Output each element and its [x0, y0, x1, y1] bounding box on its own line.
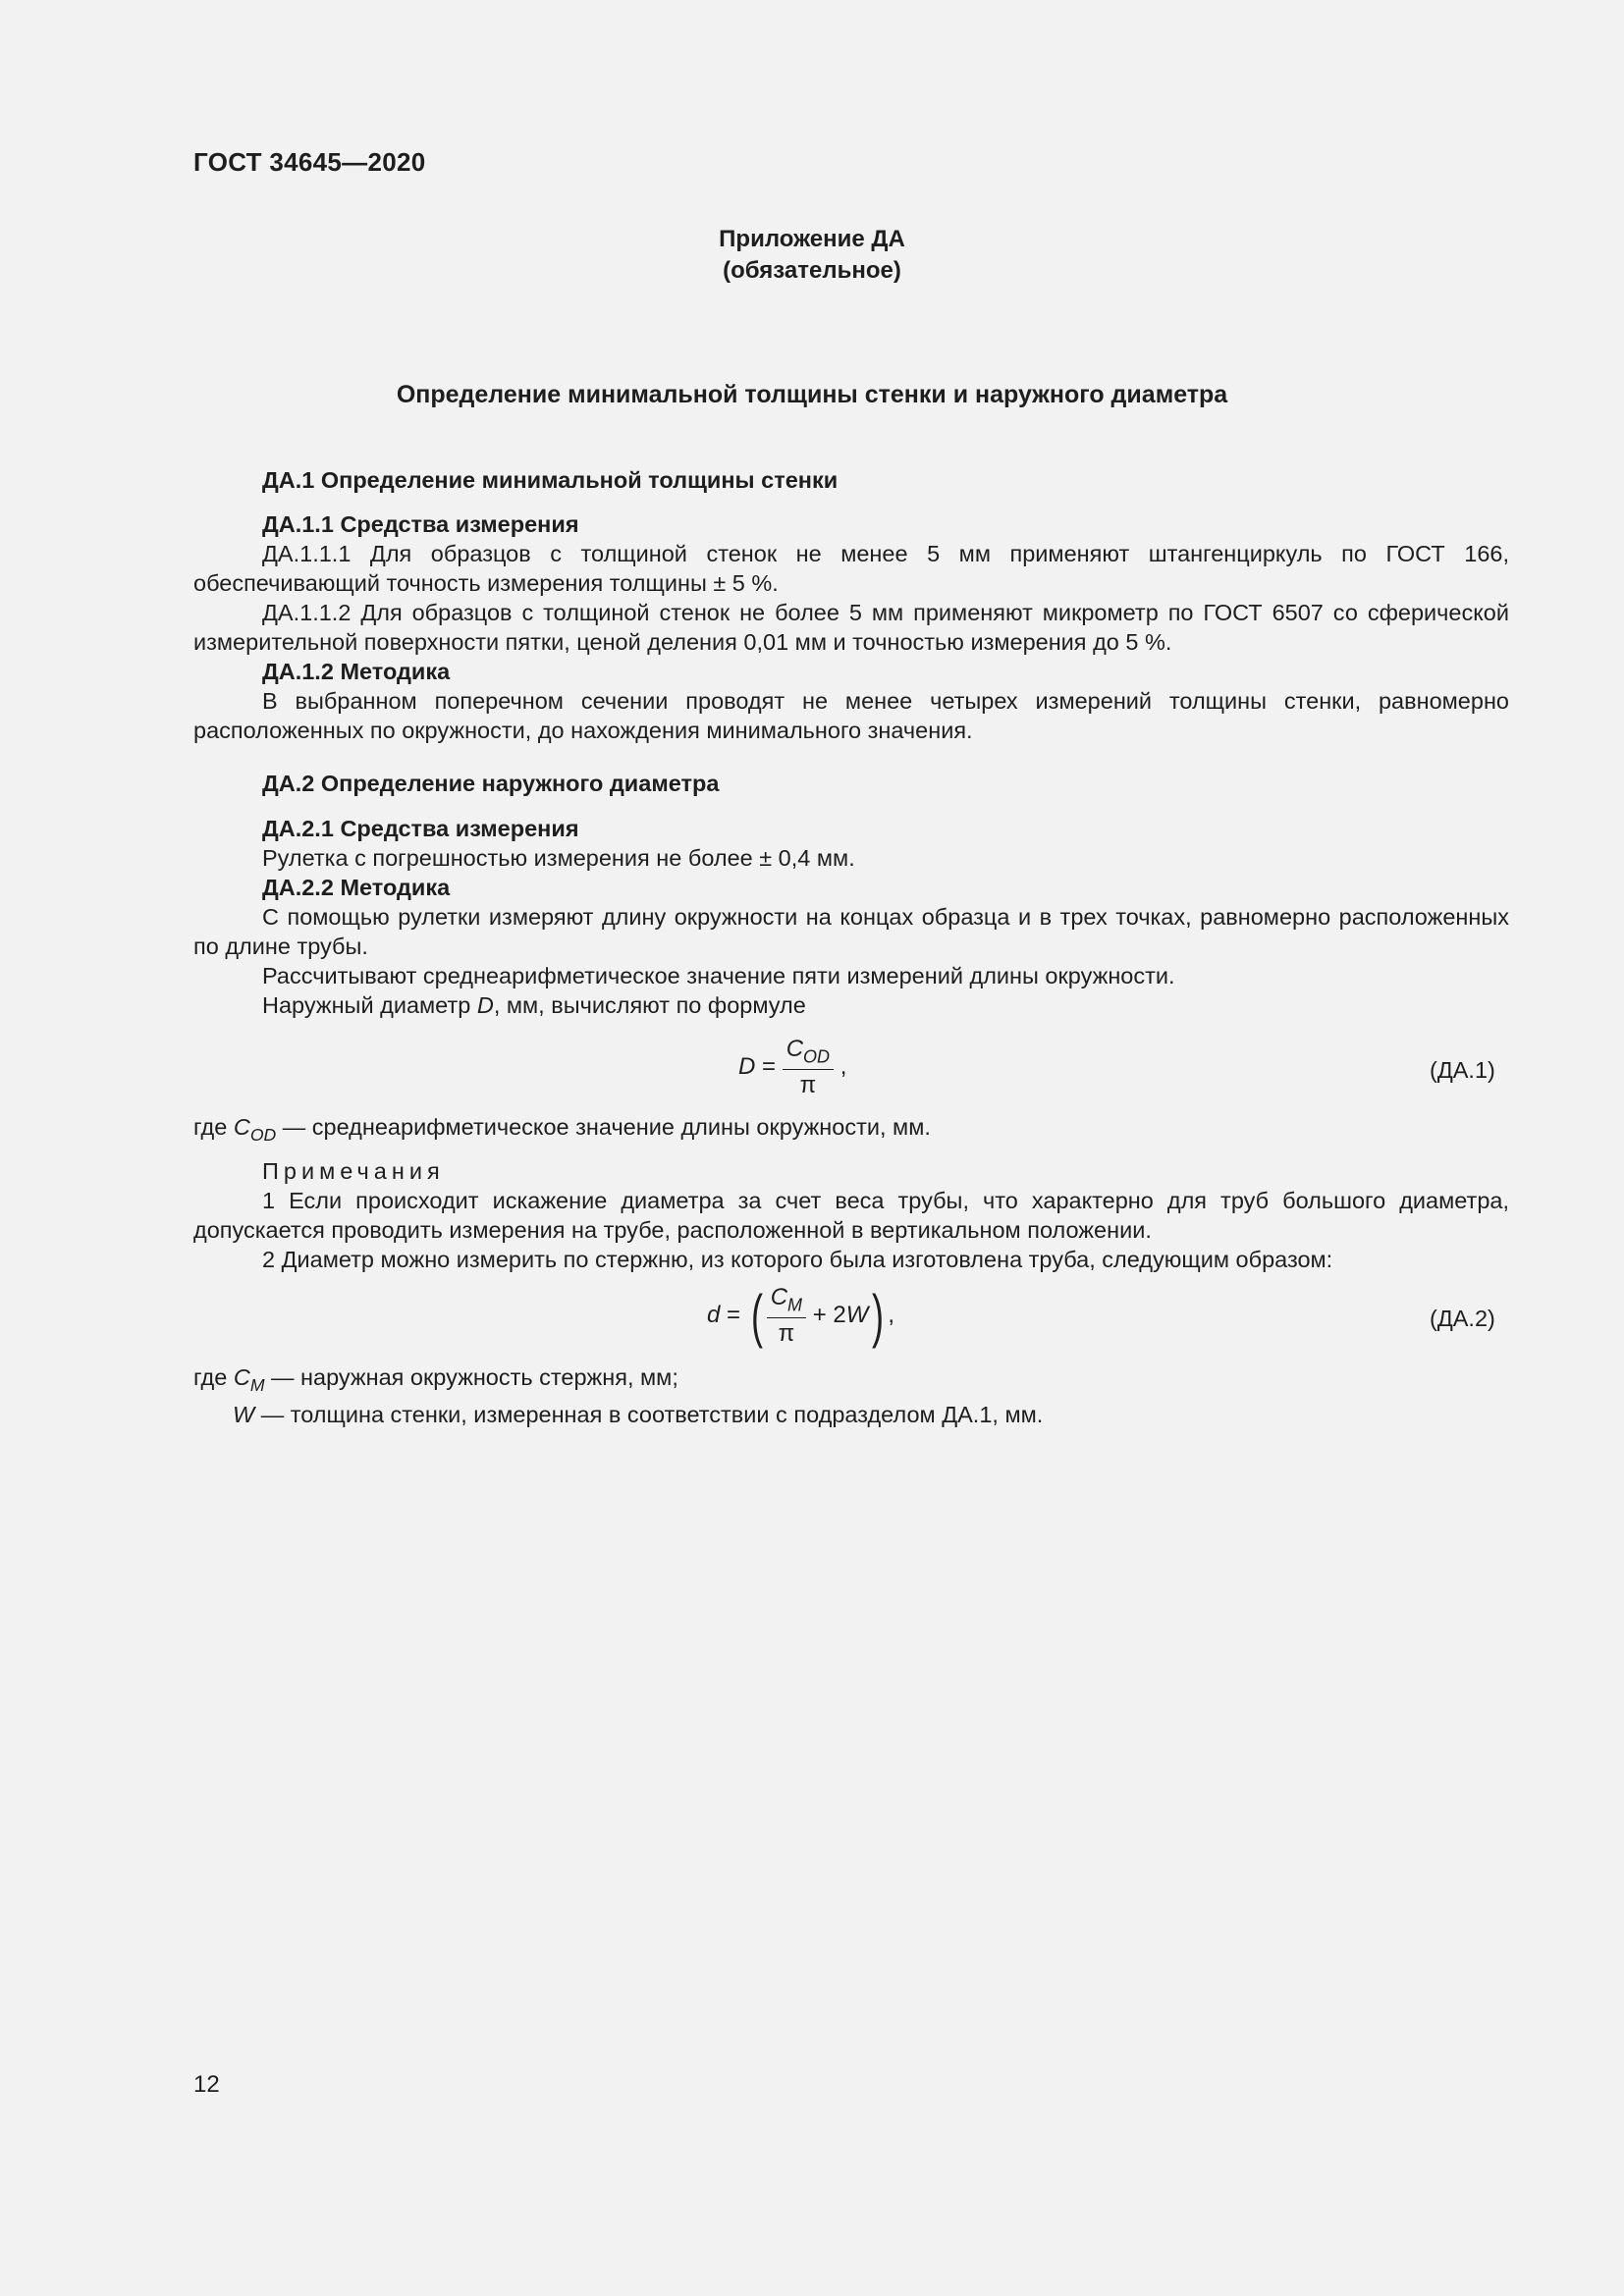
note-2: 2 Диаметр можно измерить по стержню, из которого была изготовлена труба, следующим образом:: [262, 1247, 1333, 1272]
section-da1-content: [193, 509, 1509, 745]
appendix-status: (обязательное): [723, 257, 901, 284]
subsection-heading: ДА.1.2 Методика: [262, 659, 451, 684]
paragraph: ДА.1.1.1 Для образцов с толщиной стенок не менее 5 мм применяют штангенциркуль по ГОСТ 166, обеспечивающий точность измерения толщины ± 5 %.: [193, 541, 1509, 596]
fraction: $\frac{C_{OD}}{\pi}$: [783, 1036, 834, 1099]
where-clause-2: где $C_M$ — наружная окружность стержня, мм; W — толщина стенки, измеренная в соответствии с подразделом ДА.1, мм.: [193, 1364, 1044, 1428]
appendix-title: Приложение ДА: [719, 226, 905, 252]
section-heading: ДА.1 Определение минимальной толщины стенки: [262, 467, 839, 493]
equation-number: (ДА.2): [1430, 1306, 1495, 1331]
section-heading: ДА.2 Определение наружного диаметра: [262, 771, 720, 796]
paragraph: Рулетка с погрешностью измерения не более ± 0,4 мм.: [262, 845, 855, 871]
section-da2: [193, 769, 1509, 798]
paragraph: ДА.1.1.2 Для образцов с толщиной стенок не более 5 мм применяют микрометр по ГОСТ 6507 со сферической измерительной поверхности пятки, ценой деления 0,01 мм и точностью измерения до 5 %.: [193, 600, 1509, 655]
subsection-heading: ДА.2.1 Средства измерения: [262, 816, 579, 841]
subsection-heading: ДА.1.1 Средства измерения: [262, 511, 579, 537]
notes-label: Примечания: [262, 1158, 445, 1184]
equation-number: (ДА.1): [1430, 1057, 1495, 1083]
formula-da1: D = $\frac{C_{OD}}{\pi}$ ,: [738, 1036, 847, 1099]
section-da1: [193, 465, 1509, 495]
paragraph: С помощью рулетки измеряют длину окружности на концах образца и в трех точках, равномерно расположенных по длине трубы.: [193, 904, 1509, 959]
fraction: $\frac{C_M}{\pi}$: [767, 1284, 806, 1348]
section-da2-content: [193, 814, 1509, 1020]
document-title: Определение минимальной толщины стенки и наружного диаметра: [396, 381, 1228, 408]
page-number: 12: [193, 2071, 220, 2098]
notes-block: [193, 1156, 1509, 1274]
standard-number: ГОСТ 34645—2020: [193, 147, 426, 177]
formula-da2: d = ( $\frac{C_M}{\pi}$ + 2W) ,: [707, 1282, 895, 1349]
note-1: 1 Если происходит искажение диаметра за счет веса трубы, что характерно для труб большого диаметра, допускается проводить измерения на трубе, расположенной в вертикальном положении.: [193, 1188, 1509, 1243]
paragraph: Наружный диаметр D, мм, вычисляют по формуле: [262, 992, 806, 1018]
paragraph: Рассчитывают среднеарифметическое значение пяти измерений длины окружности.: [262, 963, 1175, 988]
where-clause-1: где $C_{OD}$ — среднеарифметическое значение длины окружности, мм.: [193, 1114, 931, 1146]
paragraph: В выбранном поперечном сечении проводят не менее четырех измерений толщины стенки, равномерно расположенных по окружности, до нахождения минимального значения.: [193, 688, 1509, 743]
subsection-heading: ДА.2.2 Методика: [262, 875, 451, 900]
